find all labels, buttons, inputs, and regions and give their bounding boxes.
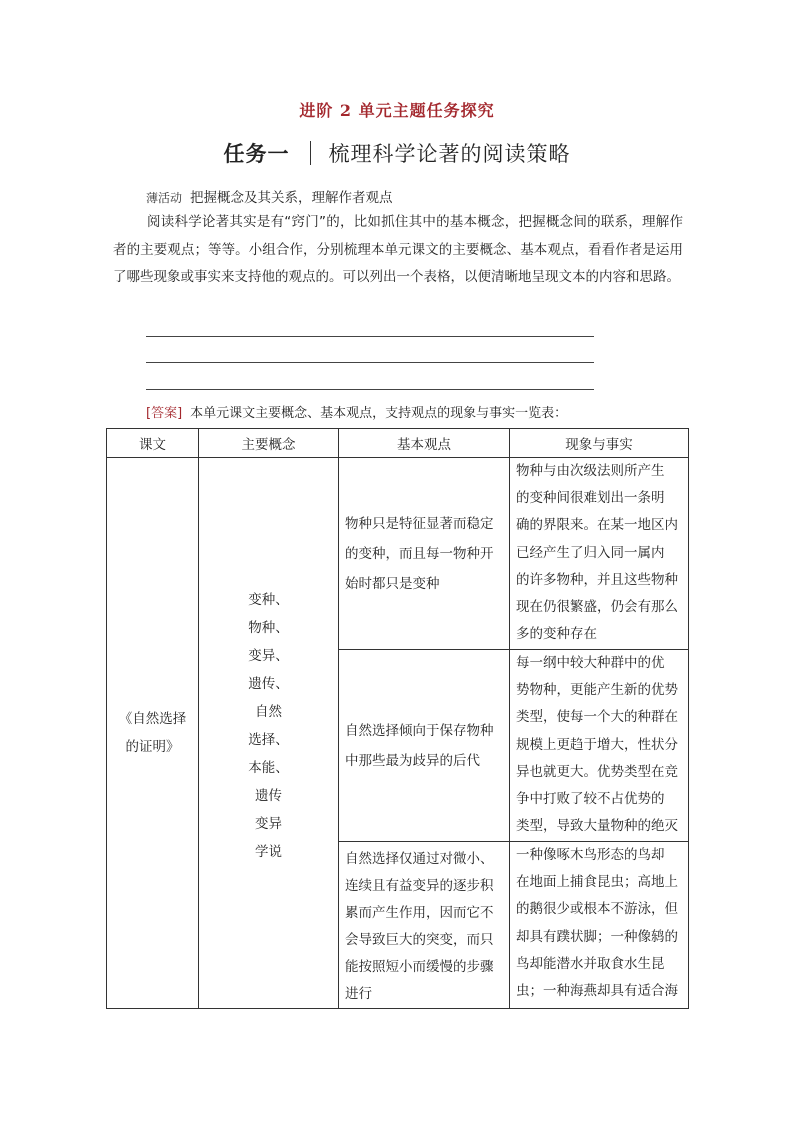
activity-tag: 薄活动 [146, 191, 183, 205]
task-label: 任务一 [223, 142, 290, 166]
text-title-cell [107, 458, 199, 1009]
task-heading [0, 138, 794, 168]
table-header-row [107, 429, 689, 458]
viewpoint-line: 进行 [345, 986, 372, 1002]
activity-text: 把握概念及其关系，理解作者观点 [190, 190, 393, 206]
facts-cell [510, 650, 689, 842]
answer-line [146, 389, 594, 390]
header-facts: 现象与事实 [510, 429, 689, 458]
text-title-line: 的证明》 [125, 739, 180, 755]
facts-line: 却具有蹼状脚；一种像鸫的 [516, 928, 678, 945]
concept-item: 遗传 [255, 788, 282, 804]
facts-line: 异也就更大。优势类型在竞 [516, 763, 678, 780]
facts-line: 确的界限来。在某一地区内 [516, 517, 678, 534]
facts-cell [510, 458, 689, 650]
viewpoint-line: 的变种，而且每一物种开 [345, 545, 494, 562]
answer-line [146, 336, 594, 337]
concept-item: 自然 [255, 704, 282, 720]
viewpoint-line: 中那些最为歧异的后代 [345, 752, 480, 769]
viewpoint-line: 累而产生作用，因而它不 [345, 905, 494, 921]
answer-line [146, 362, 594, 363]
instruction-paragraph: 阅读科学论著其实是有“窍门”的，比如抓住其中的基本概念，把握概念间的联系，理解作者的主要观点；等等。小组合作，分别梳理本单元课文的主要概念、基本观点，看看作者是运用了哪些现象或事实来支持他的观点的。可以列出一个表格，以便清晰地呈现文本的内容和思路。 [113, 214, 683, 285]
facts-line: 争中打败了较不占优势的 [516, 791, 665, 808]
facts-line: 物种与由次级法则所产生 [516, 463, 665, 479]
facts-line: 一种像啄木鸟形态的鸟却 [516, 847, 665, 863]
facts-line: 每一纲中较大种群中的优 [516, 655, 665, 671]
facts-line: 类型，导致大量物种的绝灭 [516, 818, 678, 835]
concept-item: 选择、 [248, 732, 289, 748]
concept-item: 变种、 [248, 592, 289, 608]
viewpoint-cell [339, 842, 510, 1009]
facts-line: 在地面上捕食昆虫；高地上 [516, 874, 678, 891]
concepts-cell [199, 458, 339, 1009]
activity-line [146, 186, 393, 206]
text-title-line: 《自然选择 [118, 711, 187, 727]
facts-line: 虫；一种海燕却具有适合海 [516, 983, 678, 1000]
viewpoint-line: 始时都只是变种 [345, 575, 440, 592]
concept-item: 遗传、 [248, 676, 289, 692]
header-viewpoint: 基本观点 [339, 429, 510, 458]
facts-cell [510, 842, 689, 1009]
viewpoint-line: 连续且有益变异的逐步积 [345, 878, 494, 894]
table-row [107, 458, 689, 650]
concept-item: 学说 [255, 844, 282, 860]
viewpoint-line: 自然选择倾向于保存物种 [345, 722, 494, 739]
summary-table [106, 428, 689, 1009]
heading-divider [310, 141, 311, 165]
facts-line: 的许多物种，并且这些物种 [516, 571, 678, 588]
viewpoint-line: 物种只是特征显著而稳定 [345, 515, 494, 532]
viewpoint-cell [339, 650, 510, 842]
answer-tag: [答案] [146, 406, 183, 421]
facts-line: 的变种间很难划出一条明 [516, 490, 665, 507]
facts-line: 多的变种存在 [516, 626, 597, 643]
facts-line: 势物种，更能产生新的优势 [516, 682, 678, 699]
concept-item: 变异 [255, 816, 282, 832]
answer-text: 本单元课文主要概念、基本观点，支持观点的现象与事实一览表： [190, 406, 568, 421]
concept-item: 本能、 [248, 760, 289, 776]
viewpoint-line: 能按照短小而缓慢的步骤 [345, 959, 494, 975]
facts-line: 的鹅很少或根本不游泳，但 [516, 901, 678, 918]
facts-line: 现在仍很繁盛，仍会有那么 [516, 599, 678, 616]
facts-line: 类型，使每一个大的种群在 [516, 709, 678, 726]
task-title: 梳理科学论著的阅读策略 [328, 142, 571, 166]
concept-item: 物种、 [248, 620, 289, 636]
facts-line: 鸟却能潜水并取食水生昆 [516, 955, 665, 972]
header-text: 课文 [107, 429, 199, 458]
answer-line-text [146, 402, 567, 421]
concept-item: 变异、 [248, 648, 289, 664]
viewpoint-line: 自然选择仅通过对微小、 [345, 851, 494, 867]
viewpoint-line: 会导致巨大的突变，而只 [345, 932, 494, 948]
viewpoint-cell [339, 458, 510, 650]
facts-line: 规模上更趋于增大，性状分 [516, 736, 678, 753]
header-concepts: 主要概念 [199, 429, 339, 458]
stage-title: 进阶 2 单元主题任务探究 [299, 101, 495, 120]
facts-line: 已经产生了归入同一属内 [516, 544, 665, 561]
